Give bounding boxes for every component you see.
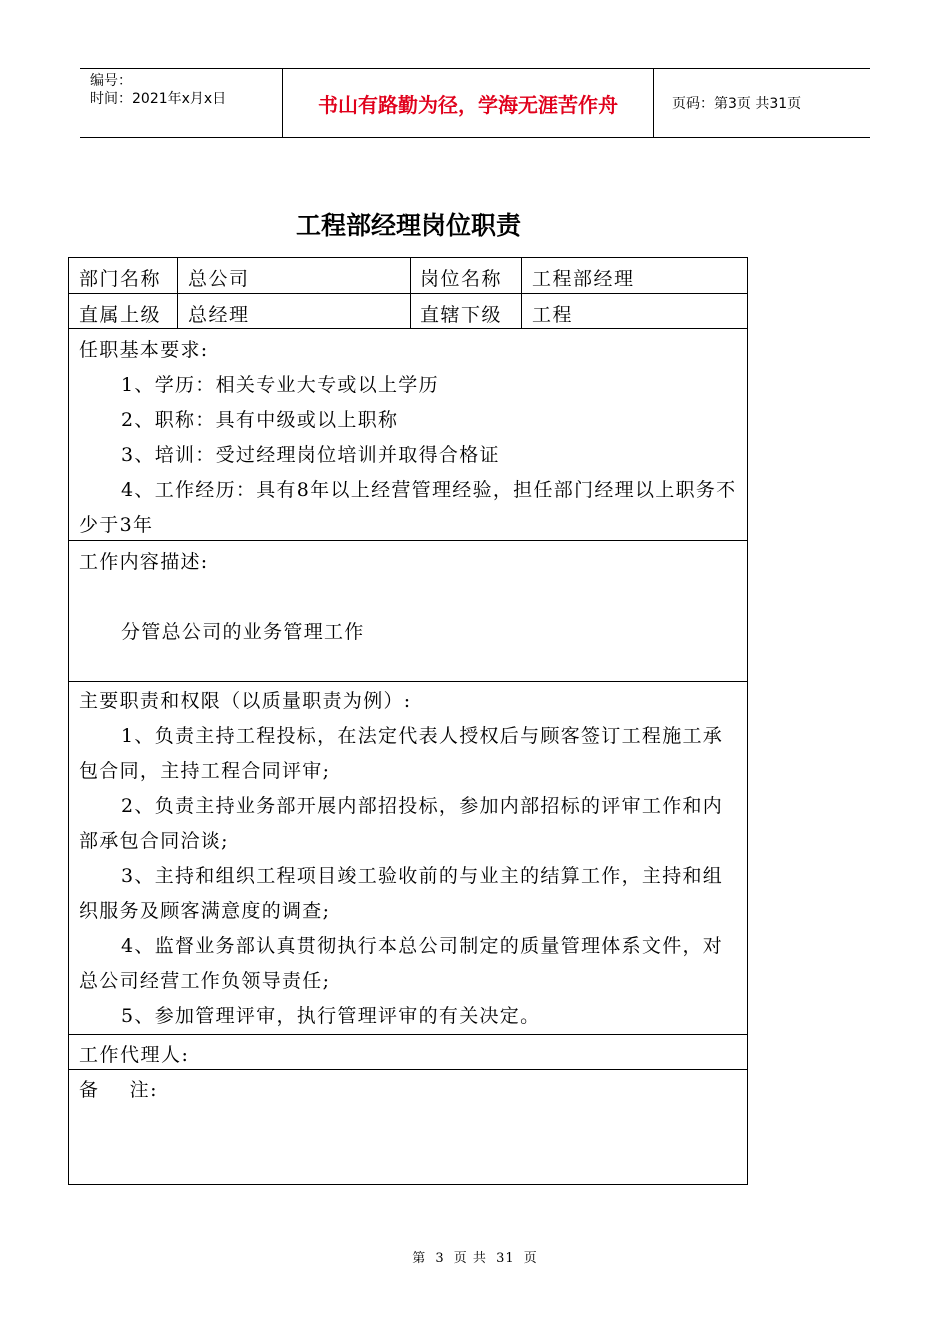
duty-table — [68, 257, 748, 1185]
row-divider — [69, 293, 747, 294]
footer-mid: 页 共 — [453, 1251, 487, 1266]
number-label: 编号： — [90, 73, 132, 89]
agent-label: 工作代理人: — [79, 1044, 190, 1066]
superior-value: 总经理 — [188, 304, 250, 326]
requirements-heading: 任职基本要求: — [79, 339, 209, 361]
requirement-item: 2、职称：具有中级或以上职称 — [121, 409, 399, 431]
row-divider — [69, 328, 747, 329]
col-divider — [521, 258, 522, 328]
page-footer — [0, 1247, 950, 1266]
superior-label: 直属上级 — [79, 304, 162, 326]
duty-item: 3、主持和组织工程项目竣工验收前的与业主的结算工作，主持和组织服务及顾客满意度的调查; — [79, 865, 724, 922]
page-title: 工程部经理岗位职责 — [295, 211, 521, 240]
work-section — [79, 545, 739, 650]
requirement-item: 1、学历：相关专业大专或以上学历 — [121, 374, 439, 396]
dept-value: 总公司 — [188, 268, 250, 290]
row-divider — [69, 681, 747, 682]
subordinate-label: 直辖下级 — [420, 304, 503, 326]
post-label: 岗位名称 — [420, 268, 503, 290]
row-divider — [69, 1069, 747, 1070]
requirements-section — [79, 333, 739, 543]
footer-prefix: 第 — [412, 1251, 427, 1266]
col-divider — [410, 258, 411, 328]
col-divider — [177, 258, 178, 328]
dept-label: 部门名称 — [79, 268, 162, 290]
duty-item: 2、负责主持业务部开展内部招投标，参加内部招标的评审工作和内部承包合同洽谈; — [79, 795, 724, 852]
remarks-label: 备 注: — [79, 1079, 159, 1101]
duty-item: 5、参加管理评审，执行管理评审的有关决定。 — [121, 1005, 541, 1027]
footer-page-number: 3 — [435, 1251, 445, 1266]
document-header — [80, 68, 870, 138]
requirement-item: 3、培训：受过经理岗位培训并取得合格证 — [121, 444, 500, 466]
row-divider — [69, 1034, 747, 1035]
page-info: 页码：第3页 共31页 — [672, 96, 802, 112]
subordinate-value: 工程 — [532, 304, 574, 326]
duties-section — [79, 684, 739, 1034]
motto: 书山有路勤为径，学海无涯苦作舟 — [318, 92, 618, 117]
work-content: 分管总公司的业务管理工作 — [121, 621, 365, 643]
duty-item: 1、负责主持工程投标，在法定代表人授权后与顾客签订工程施工承包合同，主持工程合同评审; — [79, 725, 724, 782]
time-label: 时间：2021年x月x日 — [90, 91, 227, 107]
requirement-item: 4、工作经历：具有8年以上经营管理经验，担任部门经理以上职务不少于3年 — [79, 479, 737, 536]
divider — [653, 69, 654, 137]
post-value: 工程部经理 — [532, 268, 635, 290]
work-heading: 工作内容描述: — [79, 551, 209, 573]
footer-total: 31 — [496, 1251, 515, 1266]
duty-item: 4、监督业务部认真贯彻执行本总公司制定的质量管理体系文件，对总公司经营工作负领导责任; — [79, 935, 724, 992]
footer-suffix: 页 — [523, 1251, 538, 1266]
header-meta — [80, 69, 282, 137]
duties-heading: 主要职责和权限（以质量职责为例）: — [79, 690, 412, 712]
